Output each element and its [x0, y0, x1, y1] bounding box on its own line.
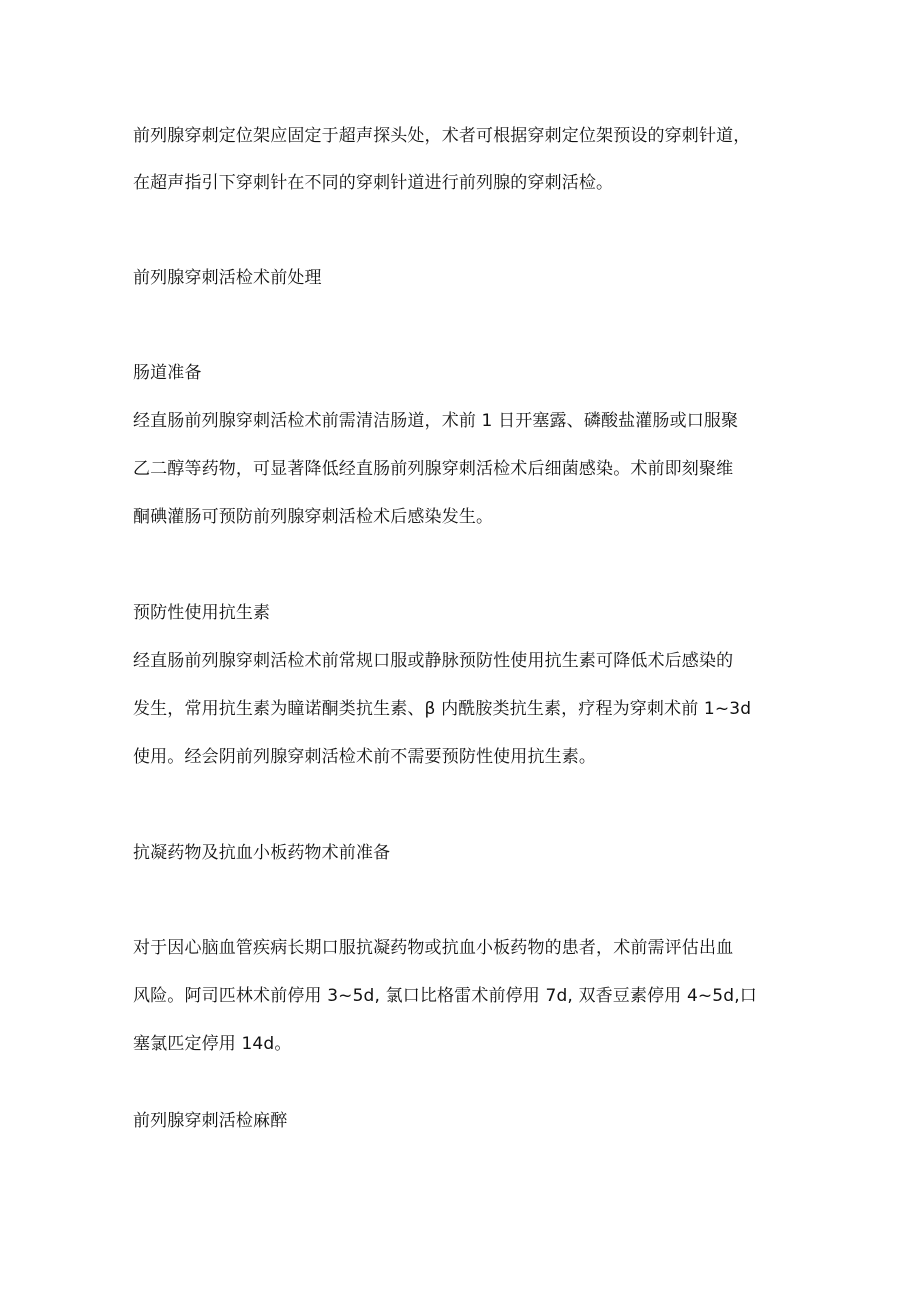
- paragraph-line: 乙二醇等药物，可显著降低经直肠前列腺穿刺活检术后细菌感染。术前即刻聚维: [133, 459, 734, 479]
- paragraph-line: 经直肠前列腺穿刺活检术前常规口服或静脉预防性使用抗生素可降低术后感染的: [133, 651, 734, 671]
- subsection-heading: 预防性使用抗生素: [133, 603, 271, 623]
- section-heading: 前列腺穿刺活检术前处理: [133, 268, 322, 288]
- paragraph-line: 在超声指引下穿刺针在不同的穿刺针道进行前列腺的穿刺活检。: [133, 173, 614, 193]
- paragraph-line: 发生，常用抗生素为瞳诺酮类抗生素、β 内酰胺类抗生素，疗程为穿刺术前 1~3d: [133, 699, 752, 719]
- paragraph-line: 对于因心脑血管疾病长期口服抗凝药物或抗血小板药物的患者，术前需评估出血: [133, 938, 734, 958]
- paragraph-line: 使用。经会阴前列腺穿刺活检术前不需要预防性使用抗生素。: [133, 747, 597, 767]
- paragraph-line: 塞氯匹定停用 14d。: [133, 1034, 292, 1054]
- paragraph-line: 前列腺穿刺定位架应固定于超声探头处，术者可根据穿刺定位架预设的穿刺针道，: [133, 126, 751, 146]
- paragraph-line: 经直肠前列腺穿刺活检术前需清洁肠道，术前 1 日开塞露、磷酸盐灌肠或口服聚: [133, 411, 739, 431]
- paragraph-line: 风险。阿司匹林术前停用 3~5d, 氯口比格雷术前停用 7d, 双香豆素停用 4~5d,口: [133, 986, 757, 1006]
- paragraph-line: 酮碘灌肠可预防前列腺穿刺活检术后感染发生。: [133, 507, 494, 527]
- subsection-heading: 抗凝药物及抗血小板药物术前准备: [133, 843, 391, 863]
- subsection-heading: 肠道准备: [133, 363, 202, 383]
- section-heading: 前列腺穿刺活检麻醉: [133, 1111, 288, 1131]
